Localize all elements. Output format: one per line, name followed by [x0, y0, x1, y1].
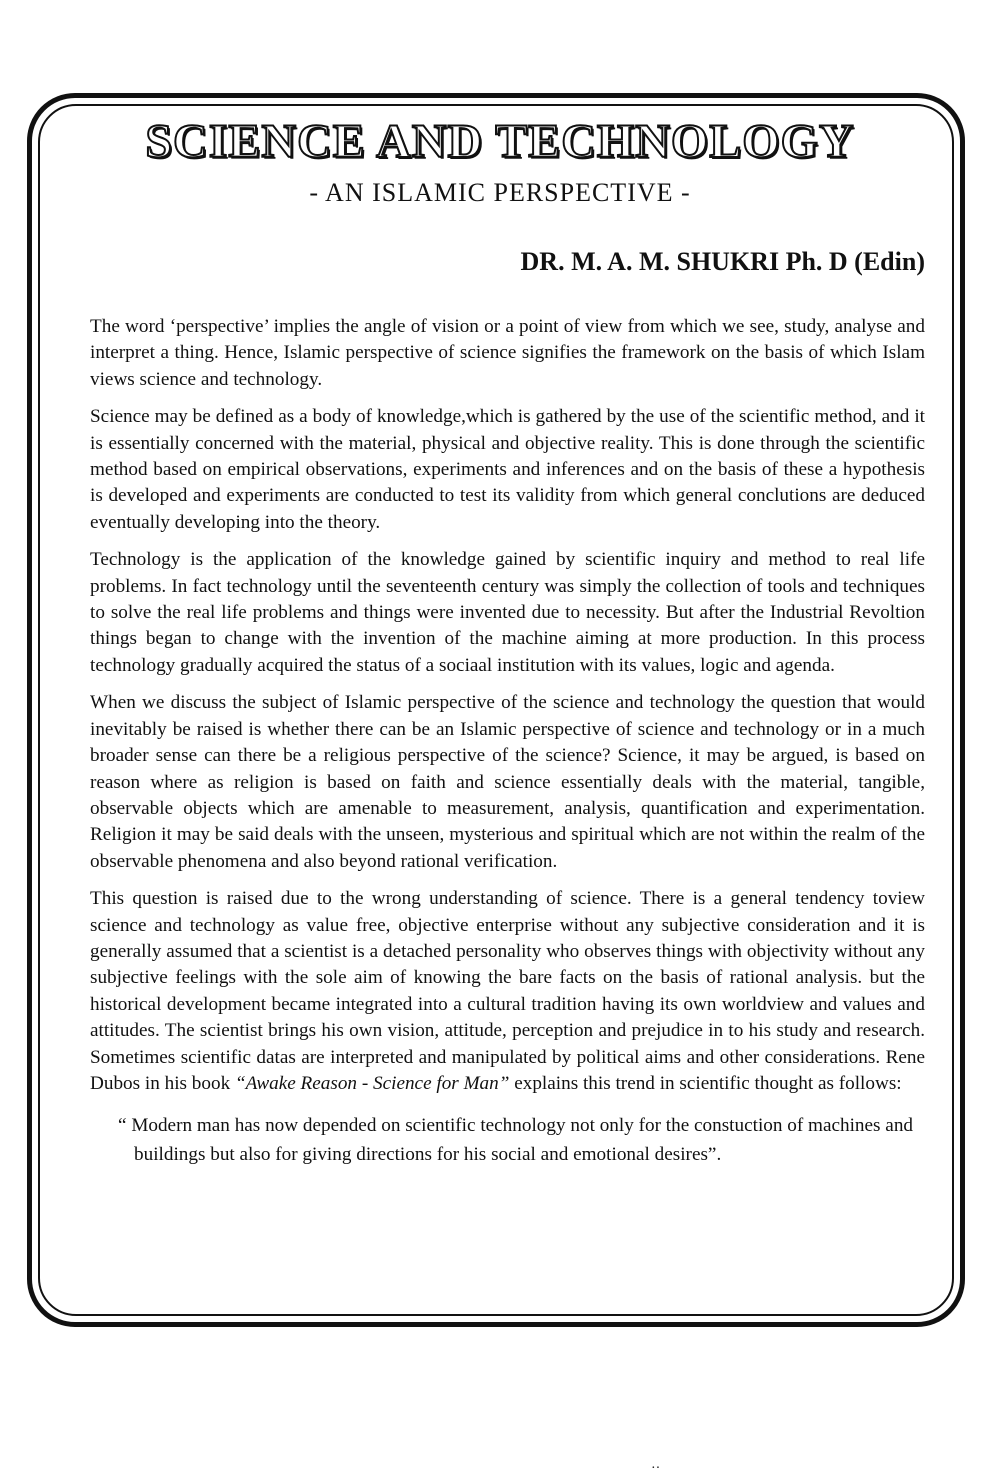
- book-title: “Awake Reason - Science for Man”: [234, 1072, 510, 1094]
- paragraph-understanding: [90, 886, 925, 1097]
- paragraph-question: When we discuss the subject of Islamic perspective of the science and technology the question that would inevitably be raised is whether there can be an Islamic perspective of science and technology or in a much broader sense can there be a religious perspective of the science? Science, it may be argued, is based on reason where as religion is based on faith and science essentially deals with the material, tangible, observable objects which are amenable to measurement, analysis, quantification and experimentation. Religion it may be said deals with the unseen, mysterious and spiritual which are not within the realm of the observable phenomena and also beyond rational verification.: [90, 692, 925, 872]
- block-quote: [90, 1111, 925, 1169]
- article-body: [90, 314, 925, 1169]
- author-name: DR. M. A. M. SHUKRI Ph. D (Edin): [520, 247, 925, 276]
- paragraph-perspective: The word ‘perspective’ implies the angle of vision or a point of view from which we see, study, analyse and interpret a thing. Hence, Islamic perspective of science signifies the framework on the basis of which Islam views science and technology.: [90, 316, 925, 390]
- paragraph-text: This question is raised due to the wrong understanding of science. There is a general tendency toview science and technology as value free, objective enterprise without any subjective consideration and it is generally assumed that a scientist is a detached personality who observes things with objectivity without any subjective feelings with the sole aim of knowing the bare facts on the basis of rational analysis. but the historical development became integrated into a cultural tradition having its own worldview and values and attitudes. The scientist brings his own vision, attitude, perception and prejudice in to his study and research. Sometimes scientific datas are interpreted and manipulated by political aims and other considerations. Rene Dubos in his book: [90, 888, 925, 1094]
- footer-mark: ··: [651, 1461, 661, 1476]
- paragraph-text-end: explains this trend in scientific thought as follows:: [509, 1072, 902, 1094]
- article-title: SCIENCE AND TECHNOLOGY: [145, 115, 855, 168]
- paragraph-science: Science may be defined as a body of knowledge,which is gathered by the use of the scientific method, and it is essentially concerned with the material, physical and objective reality. This is done through the scientific method based on empirical observations, experiments and inferences and on the basis of these a hypothesis is developed and experiments are conducted to test its validity from which general conclutions are deduced eventually developing into the theory.: [90, 406, 925, 533]
- quote-text: “ Modern man has now depended on scientific technology not only for the constuction of machines and buildings but also for giving directions for his social and emotional desires”.: [118, 1115, 914, 1166]
- paragraph-technology: Technology is the application of the knowledge gained by scientific inquiry and method to real life problems. In fact technology until the seventeenth century was simply the collection of tools and techniques to solve the real life problems and things were invented due to necessity. But after the Industrial Revoltion things began to change with the invention of the machine aiming at more production. In this process technology gradually acquired the status of a sociaal institution with its values, logic and agenda.: [90, 549, 925, 676]
- article-subtitle: - AN ISLAMIC PERSPECTIVE -: [309, 178, 691, 207]
